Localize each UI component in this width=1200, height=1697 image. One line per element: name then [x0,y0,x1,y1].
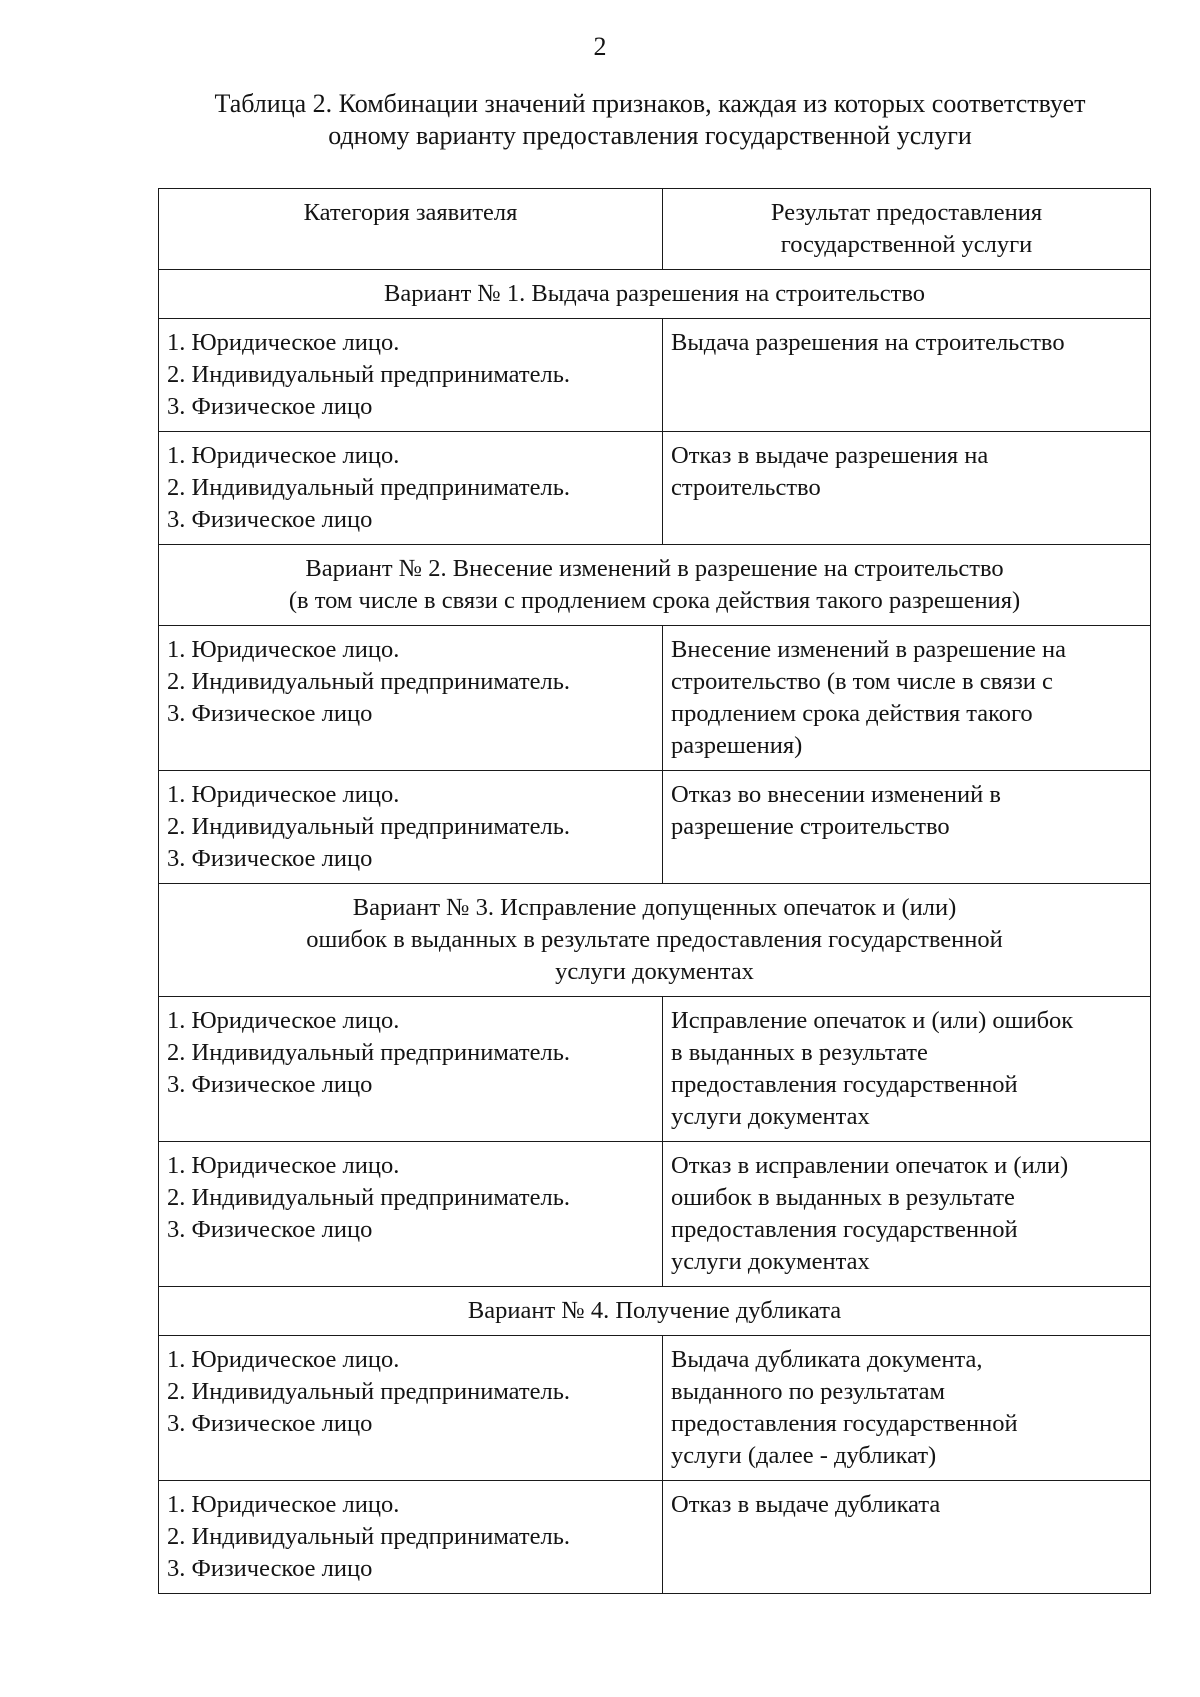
text-line: (в том числе в связи с продлением срока действия такого разрешения) [288,587,1021,614]
text-line: 2. Индивидуальный предприниматель. [167,1378,571,1405]
text-line: 1. Юридическое лицо. [167,1491,400,1518]
text-line: Внесение изменений в разрешение на [671,636,1067,663]
applicant-category-cell [159,432,663,545]
applicant-category-cell [159,997,663,1142]
service-result-cell [663,997,1151,1142]
text-line: разрешения) [671,732,803,759]
text-line: 2. Индивидуальный предприниматель. [167,813,571,840]
text-line: ошибок в выданных в результате предоставления государственной [306,926,1003,953]
table-caption [150,88,1150,152]
variant-title-row [159,545,1151,626]
text-line: 3. Физическое лицо [167,1216,373,1243]
variant-title [159,884,1151,997]
variant-title [159,545,1151,626]
table-caption-line: одному варианту предоставления государственной услуги [328,121,972,150]
text-line: Выдача дубликата документа, [671,1346,983,1373]
text-line: 1. Юридическое лицо. [167,781,400,808]
text-line: 2. Индивидуальный предприниматель. [167,1523,571,1550]
text-line: Вариант № 1. Выдача разрешения на строительство [384,280,925,307]
text-line: 1. Юридическое лицо. [167,1346,400,1373]
table-caption-line: Таблица 2. Комбинации значений признаков, каждая из которых соответствует [214,89,1086,118]
service-result-cell [663,1481,1151,1594]
text-line: разрешение строительство [671,813,950,840]
text-line: 3. Физическое лицо [167,700,373,727]
text-line: строительство (в том числе в связи с [671,668,1053,695]
text-line: продлением срока действия такого [671,700,1033,727]
variant-title-row [159,1287,1151,1336]
variant-title [159,270,1151,319]
service-result-cell [663,432,1151,545]
text-line: Результат предоставления [770,199,1043,226]
text-line: Вариант № 4. Получение дубликата [467,1297,842,1324]
table-row [159,997,1151,1142]
text-line: предоставления государственной [671,1071,1018,1098]
text-line: 3. Физическое лицо [167,1410,373,1437]
text-line: 1. Юридическое лицо. [167,442,400,469]
variant-title-row [159,270,1151,319]
applicant-category-cell [159,1481,663,1594]
applicant-category-cell [159,626,663,771]
text-line: 2. Индивидуальный предприниматель. [167,1039,571,1066]
service-result-cell [663,771,1151,884]
applicant-category-cell [159,1142,663,1287]
service-result-cell [663,1142,1151,1287]
header-service-result [663,189,1151,270]
text-line: 1. Юридическое лицо. [167,1152,400,1179]
table-row [159,319,1151,432]
text-line: Отказ в выдаче разрешения на [671,442,989,469]
text-line: строительство [671,474,821,501]
text-line: 1. Юридическое лицо. [167,636,400,663]
applicant-category-cell [159,319,663,432]
text-line: 3. Физическое лицо [167,845,373,872]
text-line: Отказ в выдаче дубликата [671,1491,941,1518]
table-row [159,1336,1151,1481]
text-line: 3. Физическое лицо [167,1555,373,1582]
text-line: 1. Юридическое лицо. [167,329,400,356]
table-row [159,432,1151,545]
text-line: услуги (далее - дубликат) [671,1442,937,1469]
text-line: 2. Индивидуальный предприниматель. [167,474,571,501]
variants-table [158,188,1151,1594]
applicant-category-cell [159,1336,663,1481]
page-number: 2 [593,32,607,61]
text-line: 2. Индивидуальный предприниматель. [167,1184,571,1211]
text-line: ошибок в выданных в результате [671,1184,1015,1211]
text-line: услуги документах [555,958,754,985]
text-line: государственной услуги [780,231,1033,258]
text-line: Отказ в исправлении опечаток и (или) [671,1152,1069,1179]
text-line: предоставления государственной [671,1216,1018,1243]
text-line: Вариант № 3. Исправление допущенных опечаток и (или) [352,894,957,921]
text-line: 1. Юридическое лицо. [167,1007,400,1034]
text-line: Исправление опечаток и (или) ошибок [671,1007,1074,1034]
service-result-cell [663,626,1151,771]
text-line: 2. Индивидуальный предприниматель. [167,668,571,695]
text-line: выданного по результатам [671,1378,945,1405]
text-line: 2. Индивидуальный предприниматель. [167,361,571,388]
text-line: 3. Физическое лицо [167,506,373,533]
text-line: Отказ во внесении изменений в [671,781,1001,808]
text-line: Выдача разрешения на строительство [671,329,1065,356]
table-row [159,771,1151,884]
text-line: 3. Физическое лицо [167,393,373,420]
text-line: услуги документах [671,1248,870,1275]
variant-title-row [159,884,1151,997]
table-header-row [159,189,1151,270]
table-body [159,270,1151,1594]
table-row [159,1481,1151,1594]
service-result-cell [663,319,1151,432]
table-row [159,626,1151,771]
text-line: предоставления государственной [671,1410,1018,1437]
text-line: в выданных в результате [671,1039,928,1066]
text-line: услуги документах [671,1103,870,1130]
text-line: 3. Физическое лицо [167,1071,373,1098]
header-applicant-category [159,189,663,270]
text-line: Категория заявителя [303,199,518,226]
variant-title [159,1287,1151,1336]
text-line: Вариант № 2. Внесение изменений в разрешение на строительство [305,555,1004,582]
table-row [159,1142,1151,1287]
applicant-category-cell [159,771,663,884]
service-result-cell [663,1336,1151,1481]
